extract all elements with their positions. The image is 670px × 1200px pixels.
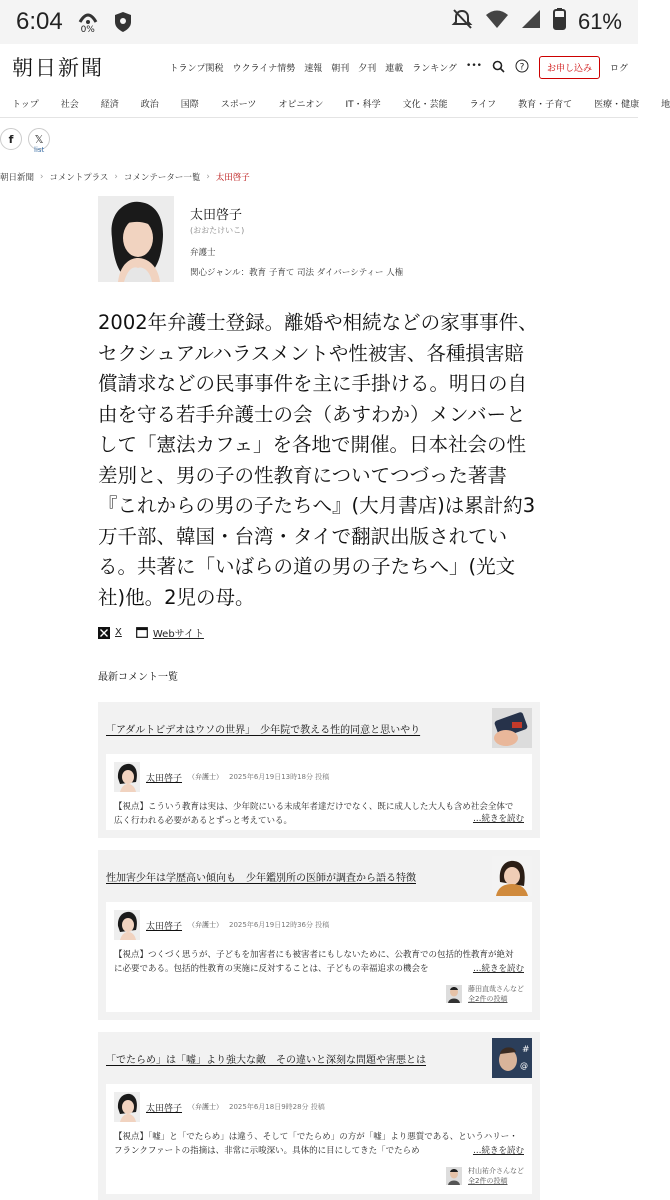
comment-card: [98, 850, 540, 1020]
comment-card: [98, 702, 540, 838]
browser-window-icon: [136, 627, 148, 638]
other-commenter-avatar: [446, 1167, 462, 1185]
read-more-link[interactable]: [467, 812, 524, 824]
share-bar: [0, 118, 638, 162]
commenter-role: （弁護士）: [188, 921, 224, 929]
all-posts-link[interactable]: 全2件の投稿: [468, 1177, 508, 1185]
profile-kana: (おおたけいこ): [190, 226, 245, 235]
login-link[interactable]: ログ: [609, 63, 628, 74]
other-commenter-name: 藤田直哉さんなど: [468, 985, 524, 993]
website-link[interactable]: [136, 625, 204, 640]
comment-body-box: [106, 902, 532, 980]
site-logo[interactable]: 朝日新聞: [12, 56, 104, 80]
breadcrumb-current: 太田啓子: [215, 173, 250, 183]
commenter-role: （弁護士）: [188, 773, 224, 781]
status-bar: [0, 0, 638, 44]
profile-links: [0, 625, 638, 640]
comment-date: 2025年6月19日12時36分 投稿: [229, 921, 330, 929]
x-link[interactable]: [98, 627, 122, 639]
cat-sports[interactable]: スポーツ: [220, 100, 257, 110]
cat-society[interactable]: 社会: [60, 100, 79, 110]
x-link-label: X: [115, 627, 122, 638]
breadcrumb-commentplus[interactable]: コメントプラス: [49, 173, 109, 183]
comment-text: 【視点】「嘘」と「でたらめ」は違う、そして「でたらめ」の方が「嘘」より悪質である、というハリー・フランクファートの指摘は、非常に示唆深い。具体的に目にしてきた「でたらめ: [114, 1132, 518, 1156]
cat-opinion[interactable]: オピニオン: [278, 100, 324, 110]
nav-item-tariff[interactable]: トランプ関税: [169, 63, 224, 74]
all-posts-link[interactable]: 全2件の投稿: [468, 995, 508, 1003]
avatar: [98, 196, 174, 282]
comment-body-box: [106, 754, 532, 830]
comment-card: [98, 1032, 540, 1200]
nav-item-ukraine[interactable]: ウクライナ情勢: [232, 63, 296, 74]
other-comments[interactable]: [106, 980, 532, 1012]
shield-icon: [113, 11, 133, 33]
data-percent: 0%: [80, 24, 95, 35]
chevron-right-icon: ›: [114, 172, 118, 182]
profile-role: 弁護士: [190, 248, 216, 258]
profile-section: [0, 196, 638, 282]
cat-education[interactable]: 教育・子育て: [518, 100, 573, 110]
other-commenter-avatar: [446, 985, 462, 1003]
more-menu-button[interactable]: •••: [466, 60, 482, 71]
chevron-right-icon: ›: [206, 172, 210, 182]
article-thumbnail[interactable]: [492, 708, 532, 748]
nav-item-breaking[interactable]: 速報: [304, 63, 323, 74]
comment-text: 【視点】つくづく思うが、子どもを加害者にも被害者にもしないために、公教育での包括的性教育が絶対に必要である。包括的性教育の実施に反対することは、子どもの幸福追求の機会を: [114, 950, 514, 974]
cat-top[interactable]: トップ: [12, 100, 39, 110]
read-more-label: …続きを読む: [472, 1146, 524, 1156]
top-nav: [169, 61, 481, 74]
category-nav: [0, 90, 670, 118]
list-label[interactable]: list: [34, 146, 45, 154]
website-link-label: Webサイト: [152, 629, 204, 640]
svg-text:?: ?: [519, 62, 525, 72]
wifi-icon: [485, 9, 509, 35]
svg-text:@: @: [520, 1061, 528, 1070]
search-icon[interactable]: [492, 58, 505, 77]
latest-comments-heading: 最新コメント一覧: [98, 672, 178, 683]
svg-text:#: #: [522, 1045, 530, 1055]
profile-name: 太田啓子: [190, 208, 243, 223]
nav-item-evening[interactable]: 夕刊: [358, 63, 377, 74]
nav-item-morning[interactable]: 朝刊: [331, 63, 350, 74]
article-title-link[interactable]: 「でたらめ」は「嘘」より強大な敵 その違いと深刻な問題や害悪とは: [106, 1054, 426, 1066]
comment-body-box: [106, 1084, 532, 1162]
comment-date: 2025年6月19日13時18分 投稿: [229, 773, 330, 781]
nav-item-series[interactable]: 連載: [385, 63, 404, 74]
commenter-avatar: [114, 762, 140, 792]
commenter-name[interactable]: 太田啓子: [146, 921, 183, 932]
status-time: 6:04: [16, 8, 63, 35]
nav-item-ranking[interactable]: ランキング: [412, 63, 458, 74]
battery-percent: 61%: [577, 9, 622, 34]
other-commenter-name: 村山祐介さんなど: [468, 1167, 524, 1175]
cat-international[interactable]: 国際: [180, 100, 199, 110]
comment-text: 【視点】こういう教育は実は、少年院にいる未成年者達だけでなく、既に成人した大人も含め社会全体で広く行われる必要があるとずっと考えている。: [114, 802, 514, 826]
x-share-icon[interactable]: 𝕏: [28, 128, 50, 150]
commenter-avatar: [114, 910, 140, 940]
cat-it-science[interactable]: IT・科学: [345, 100, 381, 110]
comment-date: 2025年6月18日9時28分 投稿: [229, 1103, 325, 1111]
cat-politics[interactable]: 政治: [140, 100, 159, 110]
cat-region[interactable]: 地: [661, 100, 670, 110]
signal-icon: [521, 9, 541, 35]
commenter-name[interactable]: 太田啓子: [146, 1103, 183, 1114]
commenter-avatar: [114, 1092, 140, 1122]
read-more-link[interactable]: [467, 1144, 524, 1156]
breadcrumb: [0, 162, 638, 192]
read-more-label: …続きを読む: [472, 964, 524, 974]
article-thumbnail[interactable]: [492, 856, 532, 896]
profile-genres: 関心ジャンル：教育 子育て 司法 ダイバーシティー 人権: [190, 268, 404, 278]
help-icon[interactable]: [515, 58, 529, 77]
other-comments[interactable]: [106, 1162, 532, 1194]
chevron-right-icon: ›: [40, 172, 44, 182]
breadcrumb-home[interactable]: 朝日新聞: [0, 173, 35, 183]
data-saver-icon: [77, 10, 99, 35]
cat-economy[interactable]: 経済: [100, 100, 119, 110]
x-logo-icon: [98, 627, 110, 639]
read-more-link[interactable]: [467, 962, 524, 974]
breadcrumb-commentators[interactable]: コメンテーター一覧: [123, 173, 201, 183]
cat-culture[interactable]: 文化・芸能: [402, 100, 448, 110]
commenter-name[interactable]: 太田啓子: [146, 773, 183, 784]
read-more-label: …続きを読む: [472, 814, 524, 824]
article-title-link[interactable]: 性加害少年は学歴高い傾向も 少年鑑別所の医師が調査から語る特徴: [106, 872, 416, 884]
article-thumbnail[interactable]: [492, 1038, 532, 1078]
battery-icon: [553, 8, 566, 36]
commenter-role: （弁護士）: [188, 1103, 224, 1111]
cat-medical[interactable]: 医療・健康: [594, 100, 640, 110]
apply-button[interactable]: お申し込み: [539, 56, 600, 79]
facebook-icon[interactable]: f: [0, 128, 22, 150]
site-header: [0, 44, 638, 90]
article-title-link[interactable]: 「アダルトビデオはウソの世界」 少年院で教える性的同意と思いやり: [106, 724, 421, 736]
cat-life[interactable]: ライフ: [469, 100, 497, 110]
profile-bio: 2002年弁護士登録。離婚や相続などの家事事件、セクシュアルハラスメントや性被害、各種損害賠償請求などの民事事件を主に手掛ける。明日の自由を守る若手弁護士の会（あすわか）メンバーとして「憲法カフェ」を各地で開催。日本社会の性差別と、男の子の性教育についてつづった著書『これからの男の子たちへ』(大月書店)は累計約3万千部、韓国・台湾・タイで翻訳出版されている。共著に「いばらの道の男の子たちへ」(光文社)他。2児の母。: [98, 311, 538, 609]
mute-bell-icon: [451, 8, 473, 36]
